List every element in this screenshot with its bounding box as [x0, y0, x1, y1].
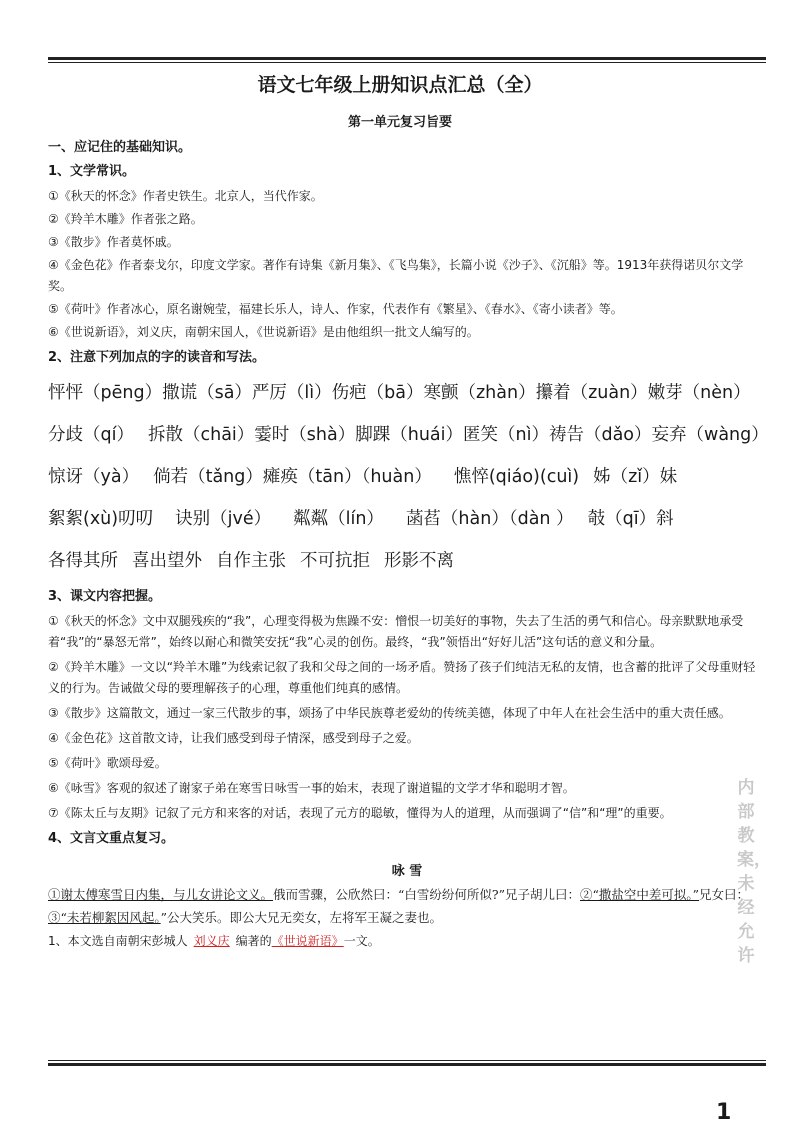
poem-plain: 俄而雪骤，公欣然曰：“白雪纷纷何所似?”兄子胡儿曰：: [273, 887, 580, 902]
vocab-word: 撒谎（sā）: [162, 383, 252, 403]
idiom-row: [48, 540, 766, 582]
vocab-word: 分歧（qí）: [48, 425, 134, 445]
document-body: [48, 133, 769, 956]
vocab-word: 诀别（jvé）: [175, 509, 272, 529]
vocab-word: 嫩芽（nèn）: [647, 383, 751, 403]
vocab-word: 攲（qī）斜: [587, 509, 674, 529]
vocab-word: 姊（zǐ）妹: [593, 467, 678, 487]
vocab-word: 严厉（lì）: [251, 383, 332, 403]
question-text: 一文。: [343, 934, 380, 948]
poem-underlined-3: ③“未若柳絮因风起。: [48, 910, 161, 925]
literature-item: ②《羚羊木雕》作者张之路。: [48, 212, 203, 226]
idiom: 各得其所: [48, 551, 118, 571]
content-item: ⑥《咏雪》客观的叙述了谢家子弟在寒雪日咏雪一事的始末，表现了谢道韫的文学才华和聪明才智。: [48, 781, 575, 795]
page-number: 1: [716, 1100, 732, 1125]
literature-item: ①《秋天的怀念》作者史铁生。北京人，当代作家。: [48, 189, 323, 203]
vocab-word: 伤疤（bā）: [331, 383, 424, 403]
vocab-word: 憔悴(qiáo)(cuì): [453, 467, 580, 487]
content-item: ①《秋天的怀念》文中双腿残疾的“我”，心理变得极为焦躁不安：憎恨一切美好的事物，失去了生活的勇气和信心。母亲默默地承受着“我”的“暴怒无常”，始终以耐心和微笑安抚“我”心灵的创伤。最终，“我”领悟出“好好儿活”这句话的意义和分量。: [48, 614, 744, 649]
footer-rule: [48, 1060, 766, 1066]
watermark: 内部教案，未经允许: [737, 778, 771, 966]
poem-plain: ”公大笑乐。即公大兄无奕女，左将军王凝之妻也。: [160, 910, 443, 925]
question-text: 1、本文选自南朝宋彭城人: [48, 934, 188, 948]
vocab-word: 瘫痪（tān）（huàn）: [262, 467, 432, 487]
literature-item: ③《散步》作者莫怀戚。: [48, 235, 179, 249]
vocab-row: [48, 498, 766, 540]
section-heading: 一、应记住的基础知识。: [48, 140, 192, 155]
vocab-word: 拆散（chāi）: [147, 425, 255, 445]
vocab-word: 怦怦（pēng）: [48, 383, 163, 403]
poem-underlined-2: ②“撒盐空中差可拟。”: [580, 887, 700, 902]
vocab-word: 匿笑（nì）: [463, 425, 549, 445]
vocab-word: 妄弃（wàng）: [651, 425, 769, 445]
question-1: [48, 931, 766, 952]
vocab-word: 攥着（zuàn）: [535, 383, 648, 403]
subsection-heading-content: 3、课文内容把握。: [48, 589, 162, 604]
vocab-word: 脚踝（huái）: [355, 425, 464, 445]
vocab-word: 菡萏（hàn）（dàn ）: [405, 509, 574, 529]
poem-title: 咏 雪: [391, 864, 423, 879]
subsection-heading-classical: 4、文言文重点复习。: [48, 831, 175, 846]
content-item: ②《羚羊木雕》一文以“羚羊木雕”为线索记叙了我和父母之间的一场矛盾。赞扬了孩子们纯洁无私的友情，也含蓄的批评了父母重财轻义的行为。告诫做父母的要理解孩子的心理，尊重他们纯真的感情。: [48, 660, 756, 695]
vocab-word: 粼粼（lín）: [293, 509, 384, 529]
vocab-row: [48, 456, 766, 498]
poem-plain: 兄女曰：: [699, 887, 750, 902]
vocab-word: 惊讶（yà）: [48, 467, 140, 487]
vocab-word: 霎时（shà）: [254, 425, 356, 445]
poem-underlined-1: ①谢太傅寒雪日内集，与儿女讲论文义。: [48, 887, 274, 902]
answer-author: 刘义庆: [193, 934, 230, 948]
subsection-heading-literature: 1、文学常识。: [48, 164, 136, 179]
vocab-word: 祷告（dǎo）: [548, 425, 652, 445]
answer-book: 《世说新语》: [271, 934, 344, 948]
vocab-row: [48, 414, 769, 456]
vocab-word: 倘若（tǎng）: [153, 467, 263, 487]
question-text: 编著的: [235, 934, 272, 948]
idiom: 形影不离: [384, 551, 454, 571]
vocab-row: [48, 372, 766, 414]
vocab-word: 寒颤（zhàn）: [423, 383, 536, 403]
literature-item: ⑤《荷叶》作者冰心，原名谢婉莹，福建长乐人，诗人、作家，代表作有《繁星》、《春水》、《寄小读者》等。: [48, 302, 623, 316]
idiom: 不可抗拒: [300, 551, 370, 571]
poem-text: [48, 883, 766, 929]
content-item: ⑦《陈太丘与友期》记叙了元方和来客的对话，表现了元方的聪敏，懂得为人的道理，从而强调了“信”和“理”的重要。: [48, 806, 672, 820]
unit-title: 第一单元复习旨要: [347, 115, 452, 130]
literature-item: ⑥《世说新语》，刘义庆，南朝宋国人，《世说新语》是由他组织一批文人编写的。: [48, 325, 479, 339]
literature-item: ④《金色花》作者泰戈尔，印度文学家。著作有诗集《新月集》、《飞鸟集》，长篇小说《沙子》、《沉船》等。1913年获得诺贝尔文学奖。: [48, 258, 744, 293]
vocab-word: 絮絮(xù)叨叨: [48, 509, 154, 529]
content-item: ⑤《荷叶》歌颂母爱。: [48, 756, 167, 770]
idiom: 喜出望外: [132, 551, 202, 571]
idiom: 自作主张: [216, 551, 286, 571]
header-rule: [48, 57, 766, 63]
subsection-heading-pronunciation: 2、注意下列加点的字的读音和写法。: [48, 350, 266, 365]
document-title: 语文七年级上册知识点汇总（全）: [257, 74, 543, 96]
content-item: ④《金色花》这首散文诗，让我们感受到母子情深，感受到母子之爱。: [48, 731, 419, 745]
content-item: ③《散步》这篇散文，通过一家三代散步的事，颂扬了中华民族尊老爱幼的传统美德，体现了中年人在社会生活中的重大责任感。: [48, 706, 731, 720]
